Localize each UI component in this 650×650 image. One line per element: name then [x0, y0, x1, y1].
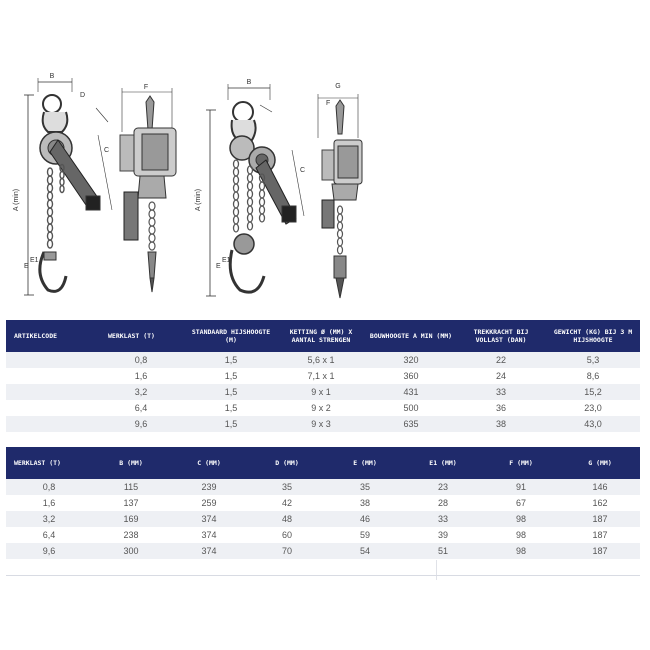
table-cell: 259: [170, 495, 248, 511]
table-cell: 0,8: [6, 479, 92, 495]
table-cell: 23,0: [546, 400, 640, 416]
col-header: TREKKRACHT BIJ VOLLAST (DAN): [456, 320, 546, 352]
table-cell: 33: [404, 511, 482, 527]
table-cell: 500: [366, 400, 456, 416]
table-cell: 1,5: [186, 384, 276, 400]
table-cell: 9 x 2: [276, 400, 366, 416]
table-cell: 15,2: [546, 384, 640, 400]
table-cell: 24: [456, 368, 546, 384]
table-cell: 187: [560, 511, 640, 527]
table-cell: 39: [404, 527, 482, 543]
table-cell: 187: [560, 543, 640, 559]
table-cell: 7,1 x 1: [276, 368, 366, 384]
col-header: E (MM): [326, 447, 404, 479]
divider: [436, 560, 437, 580]
col-header: D (MM): [248, 447, 326, 479]
table-cell: 9 x 3: [276, 416, 366, 432]
table-cell: 70: [248, 543, 326, 559]
table-cell: 320: [366, 352, 456, 368]
table-row: [6, 400, 640, 416]
table-cell: 431: [366, 384, 456, 400]
table-cell: 6,4: [6, 527, 92, 543]
divider: [6, 575, 640, 576]
label-c-right: C: [300, 167, 306, 174]
table-cell: 38: [456, 416, 546, 432]
table-cell: 187: [560, 527, 640, 543]
table-cell: 137: [92, 495, 170, 511]
table-cell: 38: [326, 495, 404, 511]
col-header: E1 (MM): [404, 447, 482, 479]
col-header: F (MM): [482, 447, 560, 479]
label-e1-right: E1: [222, 257, 231, 264]
col-header: G (MM): [560, 447, 640, 479]
table-row: [6, 511, 640, 527]
table-cell: 98: [482, 511, 560, 527]
table-cell: 48: [248, 511, 326, 527]
table-cell: 300: [92, 543, 170, 559]
label-b-right: B: [246, 79, 252, 86]
table-header-row: [6, 447, 640, 479]
col-header: WERKLAST (T): [96, 320, 186, 352]
table-cell: 162: [560, 495, 640, 511]
table-cell: 59: [326, 527, 404, 543]
col-header: C (MM): [170, 447, 248, 479]
table-cell: 360: [366, 368, 456, 384]
right-hoist-side-view: [318, 94, 362, 298]
table-cell: [6, 400, 96, 416]
table-cell: 239: [170, 479, 248, 495]
table-cell: 91: [482, 479, 560, 495]
table-cell: 22: [456, 352, 546, 368]
col-header: BOUWHOOGTE A MIN (MM): [366, 320, 456, 352]
col-header: B (MM): [92, 447, 170, 479]
label-a-right: A (min): [195, 188, 202, 212]
label-b-left: B: [49, 73, 55, 80]
table-cell: 5,3: [546, 352, 640, 368]
table-cell: 98: [482, 527, 560, 543]
col-header: GEWICHT (KG) BIJ 3 M HIJSHOOGTE: [546, 320, 640, 352]
label-g-right: G: [335, 83, 341, 90]
table-cell: 60: [248, 527, 326, 543]
table-row: [6, 543, 640, 559]
table-cell: 23: [404, 479, 482, 495]
label-e1-left: E1: [30, 257, 39, 264]
table-cell: 9,6: [6, 543, 92, 559]
table-row: [6, 479, 640, 495]
table-cell: 1,5: [186, 400, 276, 416]
label-d-left: D: [80, 92, 86, 99]
table-cell: 98: [482, 543, 560, 559]
table-cell: 374: [170, 527, 248, 543]
table-cell: 146: [560, 479, 640, 495]
col-header: STANDAARD HIJSHOOGTE (M): [186, 320, 276, 352]
table-row: [6, 384, 640, 400]
table-cell: 43,0: [546, 416, 640, 432]
col-header: KETTING Ø (MM) X AANTAL STRENGEN: [276, 320, 366, 352]
label-f-left: F: [143, 84, 149, 91]
table-cell: 8,6: [546, 368, 640, 384]
table-cell: 54: [326, 543, 404, 559]
table-cell: [6, 352, 96, 368]
col-header: ARTIKELCODE: [6, 320, 96, 352]
table-cell: 28: [404, 495, 482, 511]
table-cell: 1,5: [186, 416, 276, 432]
table-cell: [6, 416, 96, 432]
table-cell: 5,6 x 1: [276, 352, 366, 368]
left-hoist-side-view: [120, 88, 176, 292]
table-row: [6, 495, 640, 511]
table-cell: 3,2: [6, 511, 92, 527]
table-cell: 9,6: [96, 416, 186, 432]
table-cell: 42: [248, 495, 326, 511]
table-cell: 36: [456, 400, 546, 416]
label-c-left: C: [104, 147, 110, 154]
table-cell: 1,6: [96, 368, 186, 384]
table-cell: [6, 384, 96, 400]
table-cell: 1,6: [6, 495, 92, 511]
label-e-left: E: [24, 263, 29, 270]
technical-drawings: [0, 0, 650, 320]
table-cell: 1,5: [186, 352, 276, 368]
table-row: [6, 527, 640, 543]
table-cell: 33: [456, 384, 546, 400]
table-cell: 635: [366, 416, 456, 432]
label-f-right: F: [326, 100, 331, 107]
table-cell: 3,2: [96, 384, 186, 400]
specifications-table: [6, 320, 640, 432]
table-header-row: [6, 320, 640, 352]
table-cell: 115: [92, 479, 170, 495]
table-row: [6, 416, 640, 432]
table-cell: 35: [248, 479, 326, 495]
label-e-right: E: [216, 263, 221, 270]
table-cell: [6, 368, 96, 384]
col-header: WERKLAST (T): [6, 447, 92, 479]
table-cell: 35: [326, 479, 404, 495]
table-cell: 238: [92, 527, 170, 543]
label-a-left: A (min): [13, 188, 20, 212]
table-row: [6, 352, 640, 368]
dimensions-table: [6, 447, 640, 559]
table-cell: 67: [482, 495, 560, 511]
table-cell: 1,5: [186, 368, 276, 384]
table-cell: 46: [326, 511, 404, 527]
table-cell: 0,8: [96, 352, 186, 368]
table-row: [6, 368, 640, 384]
table-cell: 9 x 1: [276, 384, 366, 400]
table-cell: 169: [92, 511, 170, 527]
table-cell: 374: [170, 543, 248, 559]
table-cell: 374: [170, 511, 248, 527]
right-hoist-front-view: [206, 84, 304, 296]
table-cell: 51: [404, 543, 482, 559]
table-cell: 6,4: [96, 400, 186, 416]
